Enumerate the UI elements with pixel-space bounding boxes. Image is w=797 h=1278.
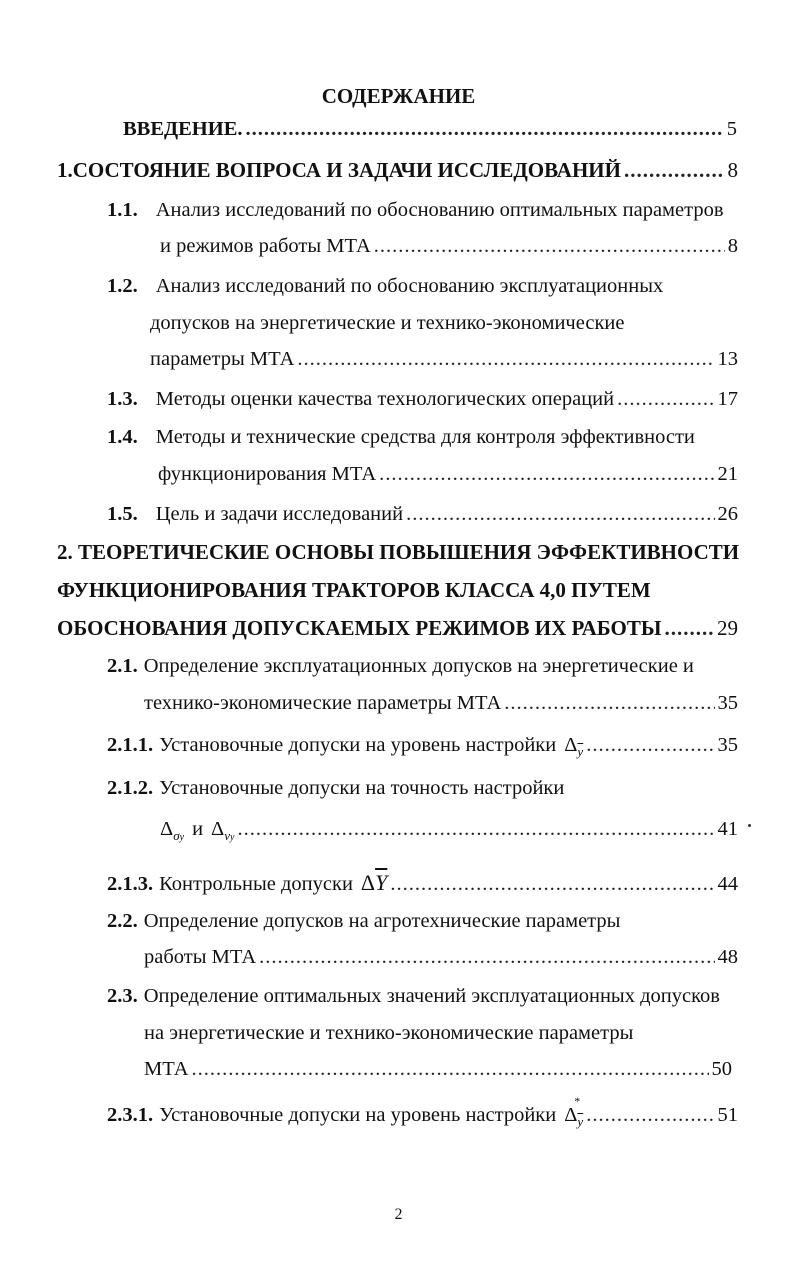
dot-leader — [192, 1058, 709, 1081]
toc-entry-text: Установочные допуски на точность настройки — [159, 777, 565, 799]
toc-entry-text: работы МТА — [144, 946, 257, 968]
toc-entry-text: и — [192, 818, 204, 840]
toc-entry-text: ВВЕДЕНИЕ. — [123, 118, 243, 140]
toc-entry-number: 2.1.3. — [107, 873, 154, 895]
toc-entry-2-1-cont — [144, 692, 738, 724]
delta-symbol: Δ — [160, 818, 174, 840]
y-letter: y — [230, 832, 235, 843]
dot-leader — [586, 734, 714, 757]
delta-symbol: Δ — [360, 870, 376, 895]
toc-entry-text: ФУНКЦИОНИРОВАНИЯ ТРАКТОРОВ КЛАССА 4,0 ПУТЕМ — [57, 578, 651, 602]
dot-leader — [246, 118, 724, 141]
toc-entry-1-2-cont2 — [150, 348, 738, 380]
toc-entry-text: 2. ТЕОРЕТИЧЕСКИЕ ОСНОВЫ ПОВЫШЕНИЯ ЭФФЕКТИВНОСТИ — [57, 540, 740, 564]
delta-symbol: Δ — [564, 1104, 578, 1126]
dot-leader — [406, 503, 714, 526]
toc-entry-text: технико-экономические параметры МТА — [144, 692, 502, 714]
toc-entry-text: функционирования МТА — [158, 463, 377, 485]
toc-entry-1-4[interactable] — [107, 426, 747, 458]
toc-page-number: 35 — [717, 692, 738, 714]
toc-entry-number: 2.2. — [107, 910, 138, 932]
delta-sigma-symbol — [160, 818, 184, 844]
toc-entry-text: и режимов работы МТА — [160, 235, 371, 257]
toc-entry-text: Определение оптимальных значений эксплуатационных допусков — [143, 985, 720, 1007]
toc-entry-text: Методы и технические средства для контроля эффективности — [155, 426, 695, 448]
dot-leader — [237, 818, 714, 841]
delta-symbol: Δ — [564, 734, 578, 756]
toc-entry-2-2[interactable] — [107, 910, 747, 942]
dot-leader — [586, 1104, 714, 1127]
toc-entry-chapter-2-line2 — [57, 578, 757, 610]
toc-entry-2-1[interactable] — [107, 655, 747, 687]
toc-entry-text: Методы оценки качества технологических операций — [155, 388, 615, 410]
toc-entry-intro[interactable] — [123, 118, 737, 150]
toc-page-number: 50 — [711, 1058, 732, 1080]
dot-leader — [504, 692, 714, 715]
dot-leader — [390, 873, 714, 896]
toc-entry-2-3[interactable] — [107, 985, 767, 1017]
dot-leader — [665, 616, 715, 641]
toc-page-number: 44 — [717, 873, 738, 895]
toc-page-number: 13 — [717, 348, 738, 370]
toc-page-number: 21 — [717, 463, 738, 485]
toc-entry-2-2-cont — [144, 946, 738, 978]
toc-entry-text: Определение эксплуатационных допусков на энергетические и — [143, 655, 694, 677]
toc-entry-2-3-cont1 — [144, 1022, 744, 1054]
toc-page-number: 29 — [717, 616, 738, 640]
delta-Y-bar-symbol — [361, 870, 387, 896]
toc-entry-number: 2.3.1. — [107, 1104, 154, 1126]
toc-page-number: 17 — [717, 388, 738, 410]
toc-entry-1-2[interactable] — [107, 275, 747, 307]
toc-entry-number: 2.1. — [107, 655, 138, 677]
toc-page-number: 26 — [717, 503, 738, 525]
nu-letter: ν — [224, 828, 231, 843]
toc-entry-number: 1.5. — [107, 503, 138, 525]
toc-entry-chapter-1[interactable] — [57, 158, 738, 190]
dot-leader — [259, 946, 714, 969]
toc-entry-text: ОБОСНОВАНИЯ ДОПУСКАЕМЫХ РЕЖИМОВ ИХ РАБОТЫ — [57, 616, 662, 640]
toc-entry-text: Установочные допуски на уровень настройки — [159, 1104, 557, 1126]
toc-entry-text: на энергетические и технико-экономические параметры — [144, 1022, 634, 1044]
toc-entry-text: параметры МТА — [150, 348, 295, 370]
dot-leader — [379, 463, 714, 486]
toc-entry-text: Анализ исследований по обоснованию оптимальных параметров — [155, 199, 724, 221]
toc-entry-text: допусков на энергетические и технико-экономические — [150, 312, 625, 334]
toc-page-number: 48 — [717, 946, 738, 968]
toc-entry-2-1-3[interactable] — [107, 870, 738, 902]
toc-page-number: 51 — [717, 1104, 738, 1126]
y-bar-subscript: y — [577, 1114, 584, 1129]
star-superscript: * — [574, 1094, 581, 1108]
toc-entry-number: 1.3. — [107, 388, 138, 410]
toc-entry-text: Контрольные допуски — [159, 873, 353, 895]
toc-entry-number: 2.1.1. — [107, 734, 154, 756]
y-bar-subscript: y — [577, 744, 584, 759]
toc-entry-1-3[interactable] — [107, 388, 738, 420]
y-letter: y — [179, 832, 185, 843]
toc-entry-text: 1.СОСТОЯНИЕ ВОПРОСА И ЗАДАЧИ ИССЛЕДОВАНИЙ — [57, 158, 621, 182]
toc-entry-text: Цель и задачи исследований — [155, 503, 404, 525]
toc-entry-number: 2.1.2. — [107, 777, 154, 799]
toc-entry-chapter-2-line1[interactable] — [57, 540, 757, 572]
toc-entry-text: МТА — [144, 1058, 189, 1080]
toc-entry-1-2-cont1 — [150, 312, 740, 344]
nu-subscript — [224, 828, 234, 843]
toc-entry-2-3-1[interactable] — [107, 1094, 738, 1136]
toc-entry-number: 2.3. — [107, 985, 138, 1007]
toc-entry-number: 1.1. — [107, 199, 138, 221]
toc-entry-text: Определение допусков на агротехнические параметры — [143, 910, 621, 932]
toc-entry-text: Установочные допуски на уровень настройки — [159, 734, 557, 756]
toc-entry-text: Анализ исследований по обоснованию эксплуатационных — [155, 275, 664, 297]
page-number: 2 — [394, 1206, 403, 1223]
sigma-letter: σ — [173, 828, 180, 843]
toc-entry-1-1-cont — [160, 235, 738, 267]
toc-entry-1-5[interactable] — [107, 503, 738, 535]
toc-entry-1-1[interactable] — [107, 199, 747, 231]
sigma-subscript — [173, 828, 184, 843]
toc-page-number: 41 — [717, 818, 738, 840]
dot-leader — [374, 235, 725, 258]
dot-leader — [617, 388, 714, 411]
toc-entry-chapter-2-line3 — [57, 616, 738, 648]
dot-leader — [624, 158, 725, 183]
toc-entry-2-1-2-cont — [160, 818, 738, 850]
toc-entry-2-1-2[interactable] — [107, 777, 747, 809]
Y-bar-letter: $\overline{Y}$ — [375, 870, 388, 895]
delta-y-bar-star-symbol — [564, 1094, 584, 1130]
delta-nu-symbol — [211, 818, 234, 844]
page-title: СОДЕРЖАНИЕ — [321, 84, 476, 108]
toc-entry-number: 1.2. — [107, 275, 138, 297]
scan-speck — [748, 824, 751, 827]
toc-entry-2-1-1[interactable] — [107, 734, 738, 766]
toc-page-number: 8 — [727, 235, 738, 257]
toc-page-number: 8 — [727, 158, 738, 182]
toc-entry-number: 1.4. — [107, 426, 138, 448]
toc-entry-1-4-cont — [158, 463, 738, 495]
delta-symbol: Δ — [211, 818, 225, 840]
toc-entry-2-3-cont2 — [144, 1058, 732, 1090]
toc-page-number: 5 — [726, 118, 737, 140]
dot-leader — [297, 348, 714, 371]
delta-y-bar-symbol — [564, 734, 583, 760]
toc-page-number: 35 — [717, 734, 738, 756]
